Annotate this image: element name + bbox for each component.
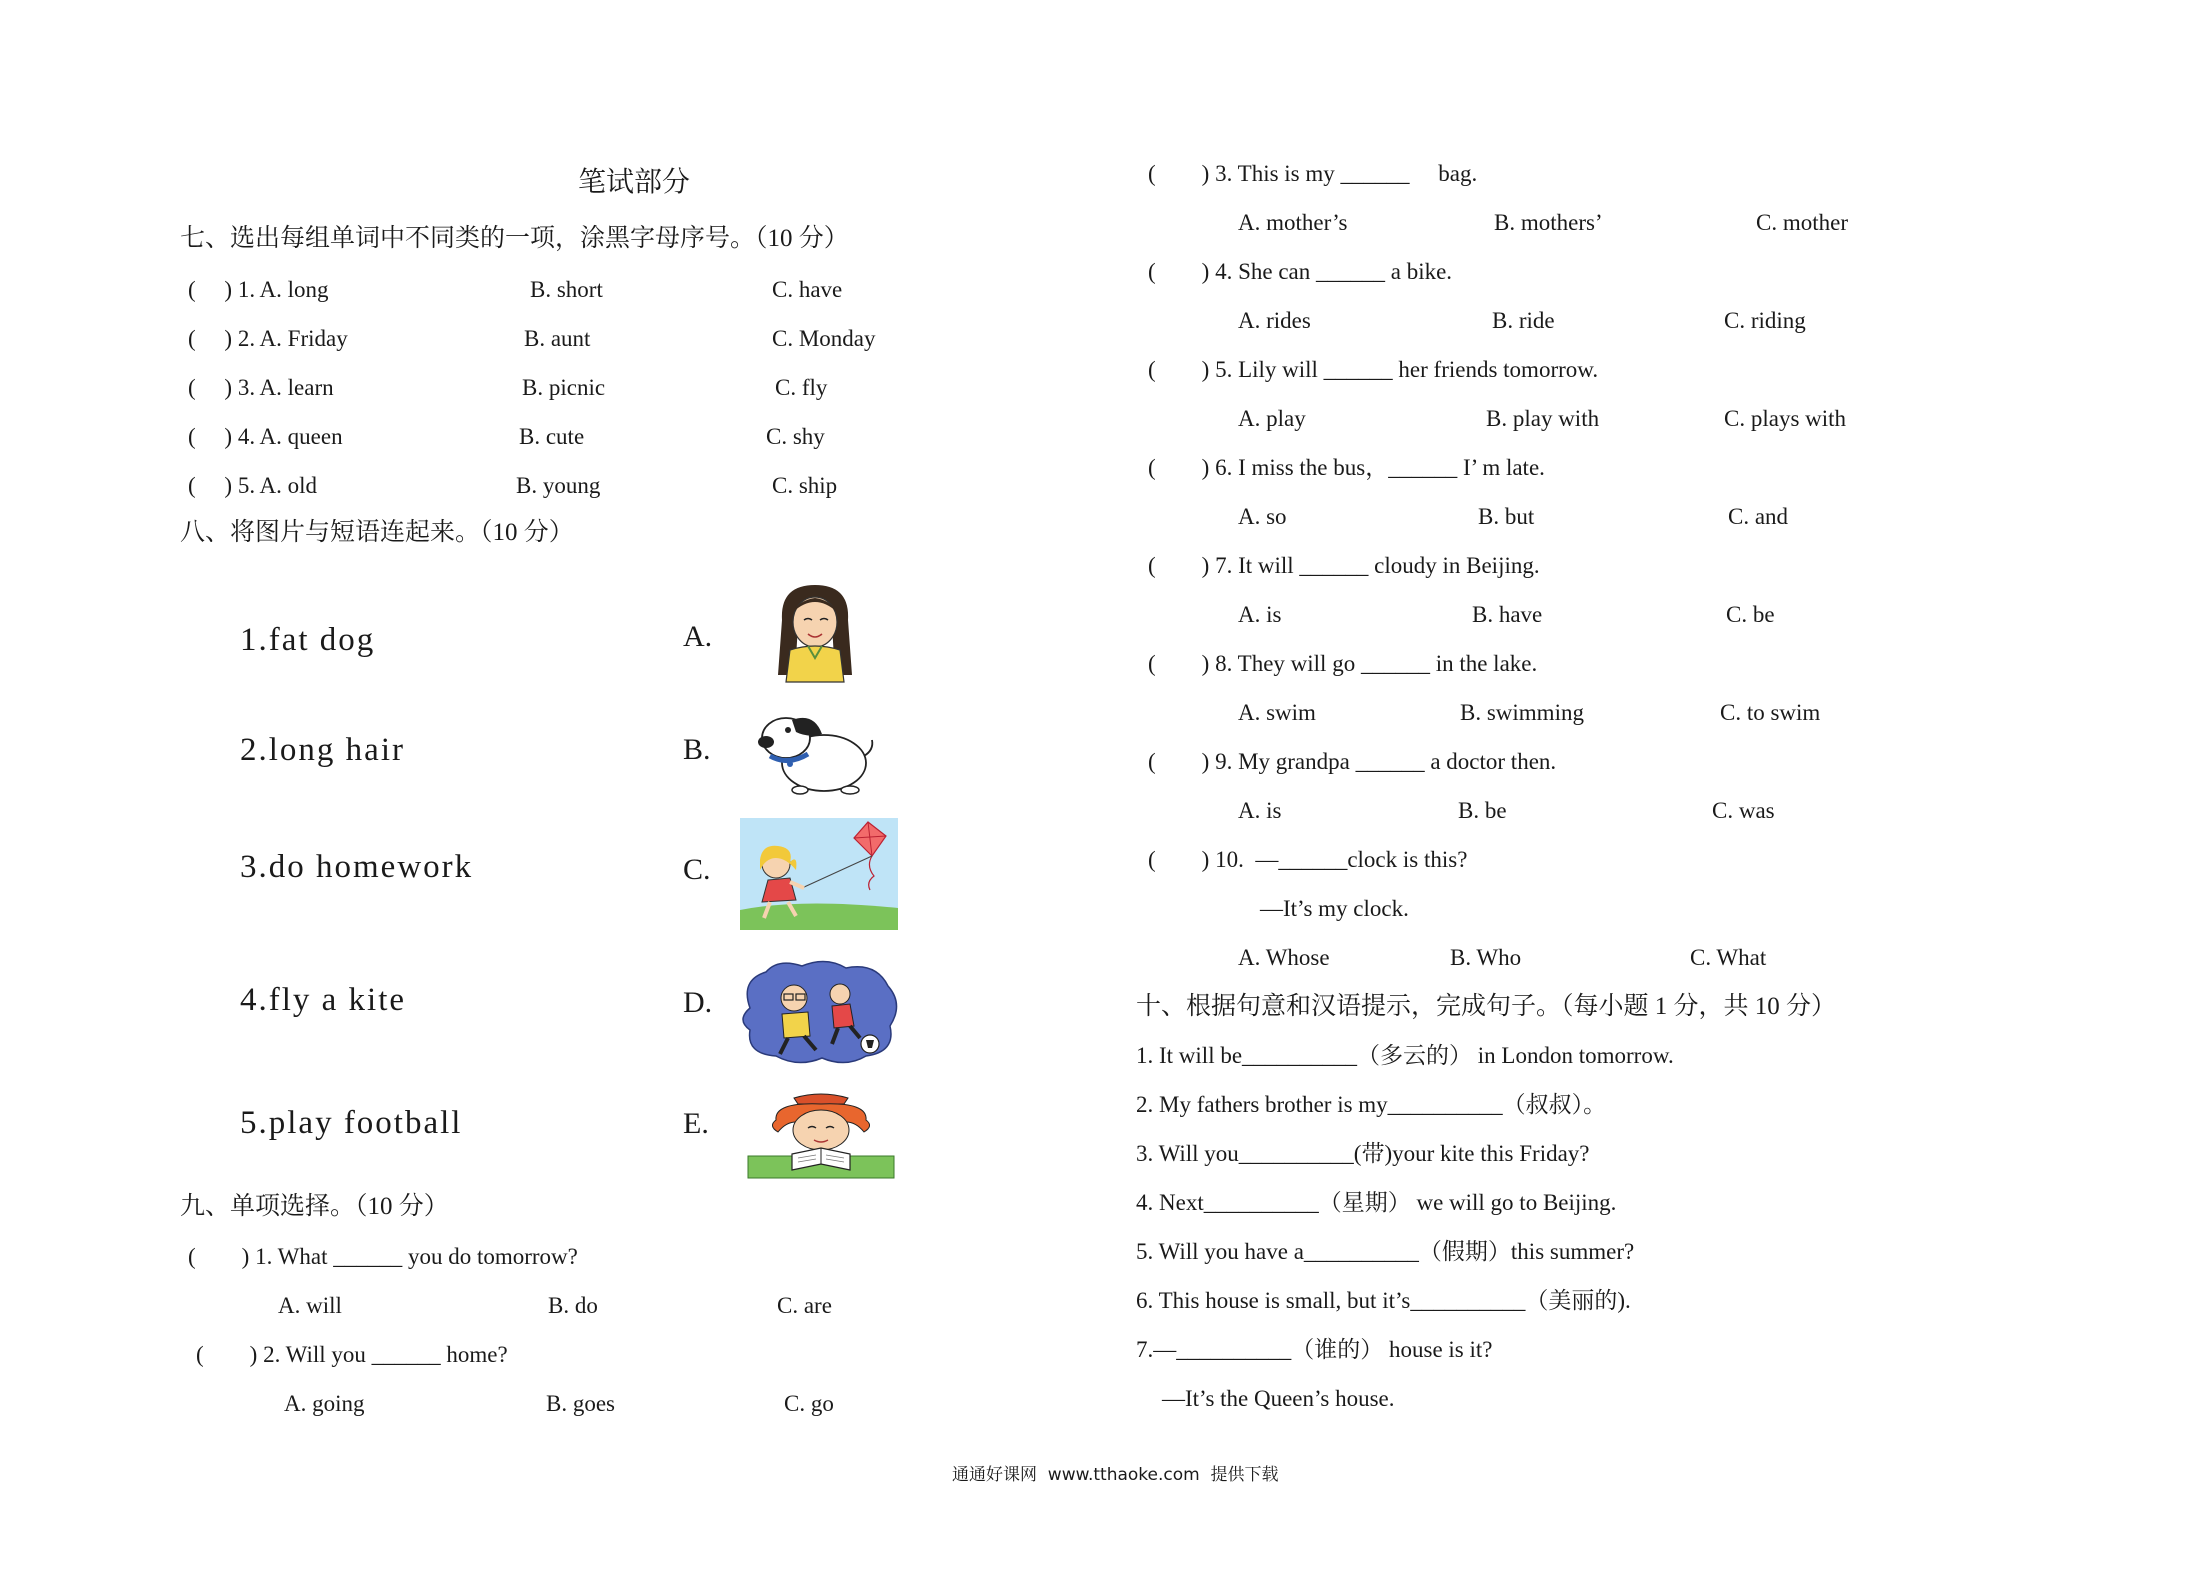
s9-q8-a: A. swim [1238,700,1316,725]
section-7-heading: 七、选出每组单词中不同类的一项，涂黑字母序号。（10 分） [180,225,849,252]
s9-q1-c: C. are [777,1293,832,1318]
s9-q9: ( ) 9. My grandpa ______ a doctor then. [1148,749,1557,774]
fat-dog-picture [752,708,880,796]
s9-q1-b: B. do [548,1293,598,1318]
s7-q1-c: C. have [772,277,843,302]
s9-q7-a: A. is [1238,602,1282,627]
s9-q3-a: A. mother’s [1238,210,1348,235]
s9-q2: ( ) 2. Will you ______ home? [196,1342,508,1367]
page-title: 笔试部分 [578,167,691,198]
s10-item-1: 1. It will be__________（多云的） in London tomorrow. [1136,1043,1674,1068]
fly-kite-picture [740,818,898,930]
s9-q8: ( ) 8. They will go ______ in the lake. [1148,651,1538,676]
s10-item-2: 2. My fathers brother is my__________（叔叔）。 [1136,1092,1607,1117]
s9-q7-c: C. be [1726,602,1775,627]
s9-q5-b: B. play with [1486,406,1600,431]
s10-item-3: 3. Will you__________(带)your kite this Friday? [1136,1141,1590,1166]
s9-q10-c: C. What [1690,945,1767,970]
s9-q6-c: C. and [1728,504,1789,529]
s9-q1-a: A. will [278,1293,342,1318]
s7-q2-c: C. Monday [772,326,876,351]
s7-q3-b: B. picnic [522,375,606,400]
s10-item-4: 4. Next__________（星期） we will go to Beijing. [1136,1190,1617,1215]
s9-q3: ( ) 3. This is my ______ bag. [1148,161,1478,186]
s9-q4-b: B. ride [1492,308,1555,333]
girl-long-hair-picture [760,580,870,685]
s9-q8-c: C. to swim [1720,700,1821,725]
s7-q1: ( ) 1. A. long [188,277,329,302]
play-football-picture [736,958,904,1066]
s10-item-5: 5. Will you have a__________（假期）this summer? [1136,1239,1635,1264]
s7-q4: ( ) 4. A. queen [188,424,343,449]
letter-e: E. [683,1107,709,1140]
s9-q6: ( ) 6. I miss the bus，______ I’ m late. [1148,455,1545,480]
letter-a: A. [683,620,713,653]
s9-q7-b: B. have [1472,602,1543,627]
s9-q3-c: C. mother [1756,210,1848,235]
s9-q7: ( ) 7. It will ______ cloudy in Beijing. [1148,553,1540,578]
phrase-4: 4.fly a kite [240,982,407,1018]
section-10-heading: 十、根据句意和汉语提示，完成句子。（每小题 1 分，共 10 分） [1136,993,1837,1020]
s9-q4-c: C. riding [1724,308,1806,333]
s7-q4-c: C. shy [766,424,825,449]
s7-q4-b: B. cute [519,424,585,449]
s7-q5-c: C. ship [772,473,838,498]
phrase-1: 1.fat dog [240,622,376,658]
s10-item-6: 6. This house is small, but it’s__________（美丽的). [1136,1288,1631,1313]
s7-q2: ( ) 2. A. Friday [188,326,348,351]
phrase-2: 2.long hair [240,732,405,768]
letter-c: C. [683,853,711,886]
s9-q3-b: B. mothers’ [1494,210,1603,235]
section-9-heading: 九、单项选择。（10 分） [180,1193,449,1220]
s9-q5: ( ) 5. Lily will ______ her friends tomorrow. [1148,357,1599,382]
s9-q8-b: B. swimming [1460,700,1584,725]
section-8-heading: 八、将图片与短语连起来。（10 分） [180,519,574,546]
s9-q10: ( ) 10. —______clock is this? [1148,847,1468,872]
letter-d: D. [683,986,713,1019]
s9-q10-b: B. Who [1450,945,1522,970]
s10-item-7: 7.—__________（谁的） house is it? [1136,1337,1493,1362]
s7-q5: ( ) 5. A. old [188,473,318,498]
s9-q5-a: A. play [1238,406,1306,431]
s9-q9-c: C. was [1712,798,1775,823]
s9-q6-a: A. so [1238,504,1287,529]
s9-q1: ( ) 1. What ______ you do tomorrow? [188,1244,578,1269]
s9-q5-c: C. plays with [1724,406,1847,431]
phrase-3: 3.do homework [240,849,474,885]
letter-b: B. [683,733,711,766]
s9-q2-a: A. going [284,1391,365,1416]
s9-q4: ( ) 4. She can ______ a bike. [1148,259,1453,284]
s10-item-7-answer: —It’s the Queen’s house. [1162,1386,1395,1411]
s9-q4-a: A. rides [1238,308,1311,333]
s7-q5-b: B. young [516,473,601,498]
phrase-5: 5.play football [240,1105,463,1141]
do-homework-picture [746,1092,896,1180]
s9-q2-c: C. go [784,1391,834,1416]
s9-q9-b: B. be [1458,798,1507,823]
s9-q10-a: A. Whose [1238,945,1330,970]
footer-source: 通通好课网 www.tthaoke.com 提供下载 [952,1465,1279,1485]
s7-q2-b: B. aunt [524,326,591,351]
s9-q6-b: B. but [1478,504,1535,529]
s9-q10-answer: —It’s my clock. [1260,896,1409,921]
s7-q3-c: C. fly [775,375,828,400]
s9-q2-b: B. goes [546,1391,615,1416]
s7-q3: ( ) 3. A. learn [188,375,334,400]
s9-q9-a: A. is [1238,798,1282,823]
s7-q1-b: B. short [530,277,603,302]
